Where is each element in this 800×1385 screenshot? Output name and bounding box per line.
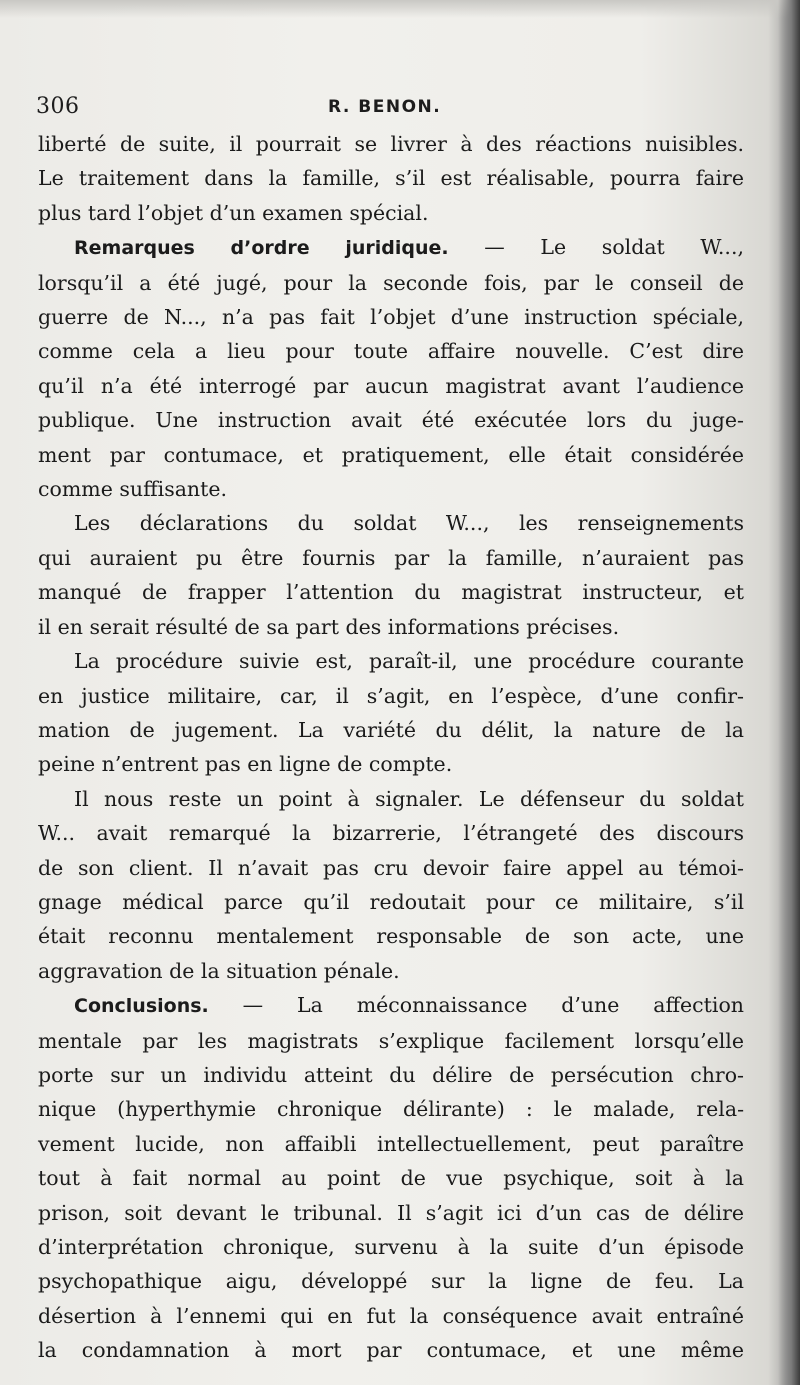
text-line: ment par contumace, et pratiquement, elle était considérée (38, 442, 744, 467)
text-line: qui auraient pu être fournis par la famille, n’auraient pas (38, 545, 744, 570)
page-top-shadow (0, 0, 800, 18)
section-heading: Remarques d’ordre juridique. (74, 237, 449, 260)
text-line: guerre de N..., n’a pas fait l’objet d’une instruction spéciale, (38, 305, 744, 330)
text-line: la condamnation à mort par contumace, et une même (38, 1338, 744, 1363)
text-line: d’interprétation chronique, survenu à la suite d’un épisode (38, 1235, 744, 1259)
text-line: nique (hyperthymie chronique délirante) : le malade, rela- (38, 1097, 744, 1122)
text-line: mation de jugement. La variété du délit, la nature de la (38, 717, 744, 742)
text-line: Le traitement dans la famille, s’il est réalisable, pourra faire (38, 166, 744, 191)
text-line: peine n’entrent pas en ligne de compte. (38, 752, 453, 777)
text-line: plus tard l’objet d’un examen spécial. (38, 200, 429, 225)
text-line: était reconnu mentalement responsable de son acte, une (38, 924, 744, 949)
section-heading-line: Conclusions. — La méconnaissance d’une affection (74, 993, 744, 1018)
text-line: publique. Une instruction avait été exécutée lors du juge- (38, 408, 744, 433)
text-line: vement lucide, non affaibli intellectuellement, peut paraître (38, 1131, 744, 1156)
text-line: aggravation de la situation pénale. (38, 958, 400, 983)
text-line: porte sur un individu atteint du délire de persécution chro- (38, 1062, 744, 1087)
section-heading: Conclusions. (74, 995, 209, 1018)
text-line: il en serait résulté de sa part des informations précises. (38, 614, 620, 639)
text-line: Il nous reste un point à signaler. Le défenseur du soldat (74, 786, 744, 811)
text-line: désertion à l’ennemi qui en fut la conséquence avait entraîné (38, 1303, 744, 1328)
text-line: comme suffisante. (38, 477, 228, 502)
text-line: lorsqu’il a été jugé, pour la seconde fois, par le conseil de (38, 270, 744, 295)
page-gutter-shadow (778, 0, 800, 1385)
section-heading-line: Remarques d’ordre juridique. — Le soldat W..., (74, 235, 744, 260)
text-line: La procédure suivie est, paraît-il, une procédure courante (74, 649, 744, 674)
text-line: de son client. Il n’avait pas cru devoir faire appel au témoi- (38, 855, 744, 880)
text-line: liberté de suite, il pourrait se livrer à des réactions nuisibles. (38, 132, 744, 156)
text-line: mentale par les magistrats s’explique facilement lorsqu’elle (38, 1028, 744, 1053)
text-line: qu’il n’a été interrogé par aucun magistrat avant l’audience (38, 373, 744, 398)
running-head: R. BENON. (328, 97, 442, 117)
text-line: prison, soit devant le tribunal. Il s’agit ici d’un cas de délire (38, 1200, 744, 1225)
text-line: tout à fait normal au point de vue psychique, soit à la (38, 1166, 744, 1191)
text-line: W... avait remarqué la bizarrerie, l’étrangeté des discours (38, 821, 744, 846)
text-line: gnage médical parce qu’il redoutait pour ce militaire, s’il (38, 889, 744, 914)
body-text (38, 127, 744, 1368)
text-line: psychopathique aigu, développé sur la ligne de feu. La (38, 1269, 744, 1294)
page-number: 306 (36, 94, 80, 119)
text-line: en justice militaire, car, il s’agit, en l’espèce, d’une confir- (38, 683, 744, 708)
page-header (36, 94, 776, 126)
text-line: Les déclarations du soldat W..., les renseignements (74, 511, 744, 536)
text-line: manqué de frapper l’attention du magistrat instructeur, et (38, 580, 744, 605)
text-line: comme cela a lieu pour toute affaire nouvelle. C’est dire (38, 339, 744, 364)
